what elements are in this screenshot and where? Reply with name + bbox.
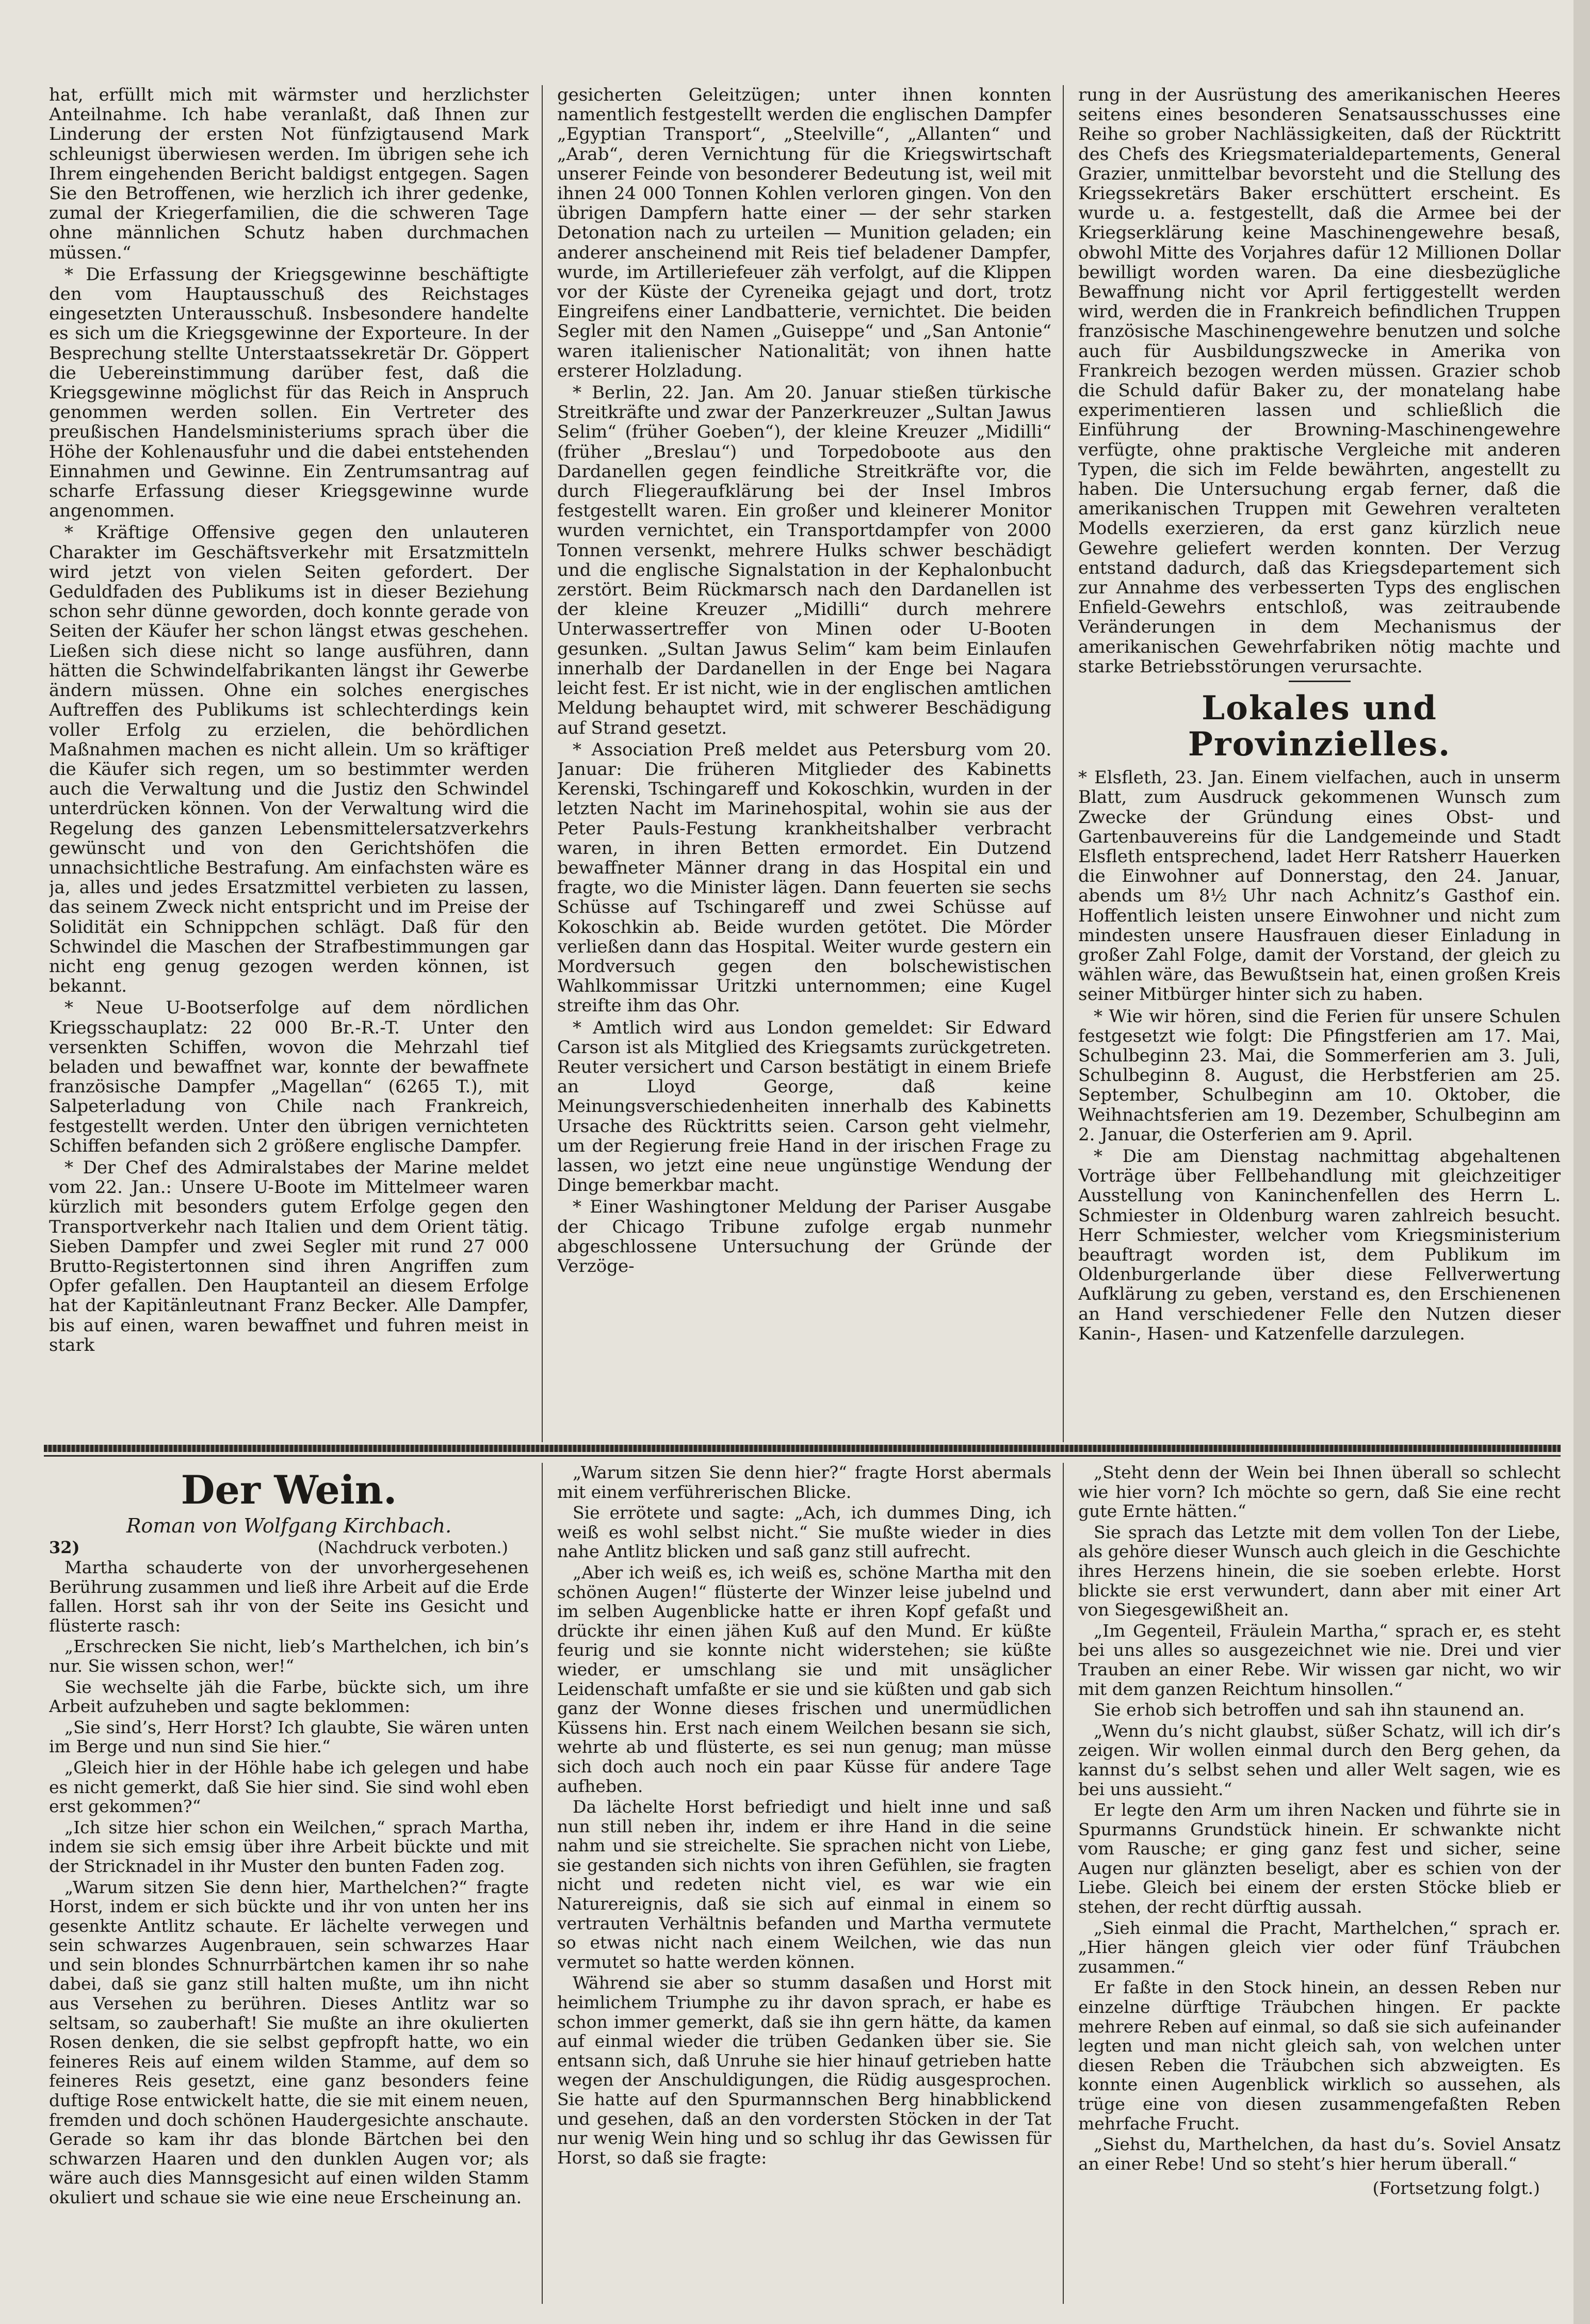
novel-paragraph: „Erschrecken Sie nicht, lieb’s Marthelchen, ich bin’s nur. Sie wissen schon, wer!“	[49, 1636, 529, 1676]
novel-paragraph: „Sieh einmal die Pracht, Marthelchen,“ sprach er. „Hier hängen gleich vier oder fünf Träubchen zusammen.“	[1078, 1917, 1561, 1977]
novel-paragraph: Sie errötete und sagte: „Ach, ich dummes Ding, ich weiß es wohl selbst nicht.“ Sie mußte wieder in dies nahe Antlitz blicken und saß ganz still aufrecht.	[557, 1503, 1051, 1562]
novel-paragraph: „Warum sitzen Sie denn hier, Marthelchen?“ fragte Horst, indem er sich bückte und ihr von unten her ins gesenkte Antlitz schaute. Er lächelte verwegen und sein schwarzes Augenbrauen, sein schwarzes Haar und sein blondes Schnurrbärtchen kamen ihr so nahe dabei, daß sie ganz still halten mußte, um ihn nicht aus Versehen zu berühren. Dieses Antlitz war so seltsam, so zauberhaft! Sie mußte an ihre okulierten Rosen denken, die sie selbst gepfropft hatte, wo ein feineres Reis auf einem wilden Stamme, auf dem so feineres Reis gesetzt, eine ganz besonders feine duftige Rose entwickelt hatte, die sie mit einem neuen, fremden und doch schönen Haudergesichte anschaute. Gerade so kam ihr das blonde Bärtchen bei den schwarzen Haaren und den dunklen Augen vor; als wäre auch dies Mannsgesicht auf einen wilden Stamm okuliert und schaue sie wie eine neue Erscheinung an.	[49, 1877, 529, 2207]
novel-paragraph: Er faßte in den Stock hinein, an dessen Reben nur einzelne dürftige Träubchen hingen. Er packte mehrere Reben auf einmal, so daß sie sich aufeinander legten und man nicht gleich sah, von welchen unter diesen Reben die Träubchen sich abzweigten. Es konnte einen Augenblick wirklich so aussehen, als trüge eine von diesen zusammengefaßten Reben mehrfache Frucht.	[1078, 1977, 1561, 2134]
novel-paragraph: „Ich sitze hier schon ein Weilchen,“ sprach Martha, indem sie sich emsig über ihre Arbeit bückte und mit der Stricknadel in ihr Muster den bunten Faden zog.	[49, 1817, 529, 1876]
novel-paragraph: Da lächelte Horst befriedigt und hielt inne und saß nun still neben ihr, indem er ihre Hand in die seine nahm und sie streichelte. Sie sprachen nicht von Liebe, sie gestanden sich nichts von ihren Gefühlen, sie fragten nicht und redeten nicht viel, es war wie ein Naturereignis, daß sie sich auf einmal in einem so vertrauten Verhältnis befanden und Martha vermutete so etwas nicht nach einem Weilchen, wie das nun vermutet so hatte werden können.	[557, 1797, 1051, 1972]
novel-column-2	[557, 1463, 1051, 2306]
novel-column-3	[1078, 1463, 1561, 2306]
novel-paragraph: „Wenn du’s nicht glaubst, süßer Schatz, will ich dir’s zeigen. Wir wollen einmal durch den Berg gehen, da kannst du’s selbst sehen und aller Welt sagen, wie es bei uns aussieht.“	[1078, 1720, 1561, 1799]
page-edge	[1573, 0, 1590, 2324]
news-section	[49, 85, 1561, 1434]
novel-paragraph: „Gleich hier in der Höhle habe ich gelegen und habe es nicht gemerkt, daß Sie hier sind. Sie sind wohl eben erst gekommen?“	[49, 1757, 529, 1817]
news-paragraph: * Der Chef des Admiralstabes der Marine meldet vom 22. Jan.: Unsere U-Boote im Mittelmeer waren kürzlich mit besonders gutem Erfolge gegen den Transportverkehr nach Italien und dem Orient tätig. Sieben Dampfer und zwei Segler mit rund 27 000 Brutto-Registertonnen sind ihren Angriffen zum Opfer gefallen. Den Hauptanteil an diesem Erfolge hat der Kapitänleutnant Franz Becker. Alle Dampfer, bis auf einen, waren bewaffnet und fuhren meist in stark	[49, 1157, 529, 1355]
novel-paragraph: „Sie sind’s, Herr Horst? Ich glaubte, Sie wären unten im Berge und nun sind Sie hier.“	[49, 1717, 529, 1757]
novel-paragraph: „Warum sitzen Sie denn hier?“ fragte Horst abermals mit einem verführerischen Blicke.	[557, 1463, 1051, 1502]
novel-title: Der Wein.	[181, 1467, 397, 1513]
local-news-paragraph: * Elsfleth, 23. Jan. Einem vielfachen, auch in unserm Blatt, zum Ausdruck gekommenen Wunsch zum Zwecke der Gründung eines Obst- und Gartenbauvereins für die Landgemeinde und Stadt Elsfleth entsprechend, ladet Herr Ratsherr Hauerken die Einwohner auf Donnerstag, den 24. Januar, abends um 8½ Uhr nach Achnitz’s Gasthof ein. Hoffentlich leisten unsere Einwohner und nicht zum mindesten unsere Hausfrauen dieser Einladung in großer Zahl Folge, damit der Vorstand, der gleich zu wählen wäre, das Bewußtsein hat, einen großen Kreis seiner Mitbürger hinter sich zu haben.	[1078, 767, 1561, 1005]
news-paragraph: hat, erfüllt mich mit wärmster und herzlichster Anteilnahme. Ich habe veranlaßt, daß Ihnen zur Linderung der ersten Not fünfzigtausend Mark schleunigst überwiesen werden. Im übrigen sehe ich Ihrem eingehenden Bericht baldigst entgegen. Sagen Sie den Betroffenen, wie herzlich ich ihrer gedenke, zumal der Kriegerfamilien, die die schweren Tage ohne männlichen Schutz haben durchmachen müssen.“	[49, 85, 529, 263]
news-paragraph: * Neue U-Bootserfolge auf dem nördlichen Kriegsschauplatz: 22 000 Br.-R.-T. Unter den versenkten Schiffen, wovon die Mehrzahl tief beladen und bewaffnet war, konnte der bewaffnete französische Dampfer „Magellan“ (6265 T.), mit Salpeterladung von Chile nach Frankreich, festgestellt werden. Unter den übrigen vernichteten Schiffen befanden sich 2 größere englische Dampfer.	[49, 997, 529, 1156]
novel-column-1-text	[49, 1558, 529, 2207]
news-column-3-top	[1078, 85, 1561, 676]
news-column-1	[49, 85, 529, 1434]
news-column-3	[1078, 85, 1561, 1434]
novel-column-3-text	[1078, 1463, 1561, 2173]
news-paragraph: * Einer Washingtoner Meldung der Pariser Ausgabe der Chicago Tribune zufolge ergab nunmehr abgeschlossene Untersuchung der Gründe der Verzöge-	[557, 1197, 1051, 1277]
news-paragraph: * Die Erfassung der Kriegsgewinne beschäftigte den vom Hauptausschuß des Reichstages eingesetzten Unterausschuß. Insbesondere handelte es sich um die Kriegsgewinne der Exporteure. In der Besprechung stellte Unterstaatssekretär Dr. Göppert die Uebereinstimmung darüber fest, daß die Kriegsgewinne möglichst für das Reich in Anspruch genommen werden sollen. Ein Vertreter des preußischen Handelsministeriums sprach über die Höhe der Kohlenausfuhr und die dabei entstehenden Einnahmen und Gewinne. Ein Zentrumsantrag auf scharfe Erfassung dieser Kriegsgewinne wurde angenommen.	[49, 264, 529, 522]
news-column-2	[557, 85, 1051, 1434]
novel-paragraph: „Im Gegenteil, Fräulein Martha,“ sprach er, es steht bei uns alles so ausgezeichnet wie nie. Drei und vier Trauben an einer Rebe. Wir wissen gar nicht, wo wir mit dem ganzen Reichtum hinsollen.“	[1078, 1620, 1561, 1699]
column-rule	[542, 1463, 543, 2304]
continuation-note: (Fortsetzung folgt.)	[1372, 2178, 1540, 2199]
reprint-note: (Nachdruck verboten.)	[317, 1538, 508, 1557]
installment-number: 32)	[49, 1538, 80, 1557]
news-paragraph: gesicherten Geleitzügen; unter ihnen konnten namentlich festgestellt werden die englischen Dampfer „Egyptian Transport“, „Steelville“, „Allanten“ und „Arab“, deren Vernichtung für die Kriegswirtschaft unserer Feinde von besonderer Bedeutung ist, weil mit ihnen 24 000 Tonnen Kohlen verloren gingen. Von den übrigen Dampfern hatte einer — der sehr starken Detonation nach zu urteilen — Munition geladen; ein anderer anscheinend mit Reis tief beladener Dampfer, wurde, im Artilleriefeuer zäh verfolgt, auf die Klippen vor der Küste der Cyreneika gejagt und dort, trotz Eingreifens einer Landbatterie, vernichtet. Die beiden Segler mit den Namen „Guiseppe“ und „San Antonie“ waren italienischer Nationalität; von ihnen hatte ersterer Holzladung.	[557, 85, 1051, 381]
novel-paragraph: „Aber ich weiß es, ich weiß es, schöne Martha mit den schönen Augen!“ flüsterte der Winzer leise jubelnd und im selben Augenblicke hatte er ihren Kopf gefaßt und drückte ihr einen jähen Kuß auf den Mund. Er küßte feurig und sie konnte nicht widerstehen; sie küßte wieder, er umschlang sie und mit unsäglicher Leidenschaft umfaßte er sie und sie küßten und gab sich ganz der Wonne dieses frischen und unermüdlichen Küssens hin. Erst nach einem Weilchen besann sie sich, wehrte ab und flüsterte, es sei nun genug; man müsse sich doch auch noch ein paar Küsse für andere Tage aufheben.	[557, 1562, 1051, 1796]
section-divider	[1289, 681, 1351, 682]
section-heading-local-news: Lokales und Provinzielles.	[1188, 689, 1451, 764]
novel-column-1	[49, 1463, 529, 2306]
news-paragraph: rung in der Ausrüstung des amerikanischen Heeres seitens eines besonderen Senatsausschusses eine Reihe so grober Nachlässigkeiten, daß der Rücktritt des Chefs des Kriegsmaterialdepartements, General Grazier, unmittelbar bevorsteht und die Stellung des Kriegssekretärs Baker erschüttert erscheint. Es wurde u. a. festgestellt, daß die Armee bei der Kriegserklärung keine Maschinengewehre besaß, obwohl Mitte des Vorjahres dafür 12 Millionen Dollar bewilligt worden waren. Da eine diesbezügliche Bewaffnung nicht vor April fertiggestellt werden wird, werden die in Frankreich befindlichen Truppen französische Maschinengewehre benutzen und solche auch für Ausbildungszwecke in Amerika von Frankreich bezogen werden müssen. Grazier schob die Schuld dafür Baker zu, der monatelang habe experimentieren lassen und schließlich die Einführung der Browning-Maschinengewehre verfügte, ohne praktische Vergleiche mit anderen Typen, die sich im Felde bewährten, angestellt zu haben. Die Untersuchung ergab ferner, daß die amerikanischen Truppen mit Gewehren veralteten Modells exerzieren, da erst ganz kürzlich neue Gewehre geliefert werden konnten. Der Verzug entstand dadurch, daß das Kriegsdepartement sich zur Annahme des verbesserten Typs des englischen Enfield-Gewehrs entschloß, was zeitraubende Veränderungen in dem Mechanismus der amerikanischen Gewehrfabriken nötig machte und starke Betriebsstörungen verursachte.	[1078, 85, 1561, 677]
novel-paragraph: Sie erhob sich betroffen und sah ihn staunend an.	[1094, 1700, 1525, 1720]
feuilleton-divider	[44, 1445, 1561, 1452]
news-paragraph: * Kräftige Offensive gegen den unlauteren Charakter im Geschäftsverkehr mit Ersatzmitteln wird jetzt von vielen Seiten gefordert. Der Geduldfaden des Publikums ist in dieser Beziehung schon sehr dünne geworden, doch konnte gerade von Seiten der Käufer her schon längst etwas geschehen. Ließen sich diese nicht so lange ausführen, dann hätten die Schwindelfabrikanten längst ihr Gewerbe ändern müssen. Ohne ein solches energisches Auftreffen des Publikums ist schlechterdings kein voller Erfolg zu erzielen, die behördlichen Maßnahmen machen es nicht allein. Um so kräftiger die Käufer sich regen, um so bestimmter werden auch die Verwaltung und die Justiz den Schwindel unterdrücken können. Von der Verwaltung wird die Regelung des ganzen Lebensmittelersatzverkehrs gewünscht und von den Gerichtshöfen die unnachsichtliche Bestrafung. Am einfachsten wäre es ja, alles und jedes Ersatzmittel verbieten zu lassen, das seinem Zweck nicht entspricht und im Preise der Solidität ein Schnippchen schlägt. Daß für den Schwindel die Maschen der Strafbestimmungen gar nicht eng genug gezogen werden können, ist bekannt.	[49, 522, 529, 997]
novel-paragraph: „Siehst du, Marthelchen, da hast du’s. Soviel Ansatz an einer Rebe! Und so steht’s hier herum überall.“	[1078, 2134, 1561, 2174]
novel-paragraph: Martha schauderte von der unvorhergesehenen Berührung zusammen und ließ ihre Arbeit auf die Erde fallen. Horst sah ihr von der Seite ins Gesicht und flüsterte rasch:	[49, 1557, 529, 1636]
column-rule	[542, 85, 543, 1442]
local-news-paragraph: * Die am Dienstag nachmittag abgehaltenen Vorträge über Fellbehandlung mit gleichzeitiger Ausstellung von Kaninchenfellen des Herrn L. Schmiester in Oldenburg waren zahlreich besucht. Herr Schmiester, welcher vom Kriegsministerium beauftragt worden ist, dem Publikum im Oldenburgerlande über diese Fellverwertung Aufklärung zu geben, verstand es, den Erschienenen an Hand verschiedener Felle den Nutzen dieser Kanin-, Hasen- und Katzenfelle darzulegen.	[1078, 1145, 1561, 1344]
novel-paragraph: Während sie aber so stumm dasaßen und Horst mit heimlichem Triumphe zu ihr davon sprach, er habe es schon immer gemerkt, daß sie ihn gern hätte, da kamen auf einmal wieder die trüben Gedanken über sie. Sie entsann sich, daß Unruhe sie hier hinauf getrieben hatte wegen der Anschuldigungen, die Rüdig ausgesprochen. Sie hatte auf den Spurmannschen Berg hinabblickend und gesehen, daß an den vordersten Stöcken in der Tat nur wenig Wein hing und so schlug ihr das Gewissen für Horst, so daß sie fragte:	[557, 1973, 1051, 2168]
feuilleton-divider-line	[44, 1455, 1561, 1457]
local-news-paragraph: * Wie wir hören, sind die Ferien für unsere Schulen festgesetzt wie folgt: Die Pfingstferien am 17. Mai, Schulbeginn 23. Mai, die Sommerferien am 3. Juli, Schulbeginn 8. August, die Herbstferien am 25. September, Schulbeginn am 10. Oktober, die Weihnachtsferien am 19. Dezember, Schulbeginn am 2. Januar, die Osterferien am 9. April.	[1078, 1006, 1561, 1145]
news-paragraph: * Association Preß meldet aus Petersburg vom 20. Januar: Die früheren Mitglieder des Kabinetts Kerenski, Tschingareff und Kokoschkin, wurden in der letzten Nacht im Marinehospital, wohin sie aus der Peter Pauls-Festung krankheitshalber verbracht waren, in ihren Betten ermordet. Ein Dutzend bewaffneter Männer drang in das Hospital ein und fragte, wo die Minister lägen. Dann feuerten sie sechs Schüsse auf Tschingareff und zwei Schüsse auf Kokoschkin ab. Beide wurden getötet. Die Mörder verließen dann das Hospital. Weiter wurde gestern ein Mordversuch gegen den bolschewistischen Wahlkommissar Uritzki unternommen; eine Kugel streifte ihm das Ohr.	[557, 739, 1051, 1016]
novel-paragraph: Sie wechselte jäh die Farbe, bückte sich, um ihre Arbeit aufzuheben und sagte beklommen:	[49, 1676, 529, 1717]
news-column-3-local	[1078, 768, 1561, 1344]
novel-paragraph: Sie sprach das Letzte mit dem vollen Ton der Liebe, als gehöre dieser Wunsch auch gleich in die Geschichte ihres Herzens hinein, die sie soeben erlebte. Horst blickte sie erst verwundert, dann aber mit einer Art von Siegesgewißheit an.	[1078, 1522, 1561, 1620]
column-rule	[1063, 85, 1064, 1442]
novel-author: Roman von Wolfgang Kirchbach.	[126, 1514, 452, 1537]
novel-paragraph: Er legte den Arm um ihren Nacken und führte sie in Spurmanns Grundstück hinein. Er schwankte nicht vom Rausche; er ging ganz fest und sicher, seine Augen nur glänzten beseligt, aber es schien von der Liebe. Gleich bei einem der ersten Stöcke blieb er stehen, der recht dürftig aussah.	[1078, 1800, 1561, 1917]
news-paragraph: * Amtlich wird aus London gemeldet: Sir Edward Carson ist als Mitglied des Kriegsamts zurückgetreten. Reuter versichert und Carson bestätigt in einem Briefe an Lloyd George, daß keine Meinungsverschiedenheiten innerhalb des Kabinetts Ursache des Rücktritts seien. Carson geht vielmehr, um der Regierung freie Hand in der irischen Frage zu lassen, wo jetzt eine neue ungünstige Wendung der Dinge bemerkbar macht.	[557, 1017, 1051, 1196]
column-rule	[1063, 1463, 1064, 2304]
news-paragraph: * Berlin, 22. Jan. Am 20. Januar stießen türkische Streitkräfte und zwar der Panzerkreuzer „Sultan Jawus Selim“ (früher Goeben“), der kleine Kreuzer „Midilli“ (früher „Breslau“) und Torpedoboote aus den Dardanellen gegen feindliche Streitkräfte vor, die durch Fliegeraufklärung bei der Insel Imbros festgestellt waren. Ein großer und kleinerer Monitor wurden vernichtet, ein Transportdampfer von 2000 Tonnen versenkt, mehrere Hulks schwer beschädigt und die englische Signalstation in der Kephalonbucht zerstört. Beim Rückmarsch nach den Dardanellen ist der kleine Kreuzer „Midilli“ durch mehrere Unterwassertreffer von Minen oder U-Booten gesunken. „Sultan Jawus Selim“ kam beim Einlaufen innerhalb der Dardanellen in der Enge bei Nagara leicht fest. Er ist nicht, wie in der englischen amtlichen Meldung behauptet wird, mit schwerer Beschädigung auf Strand gesetzt.	[557, 382, 1051, 738]
novel-paragraph: „Steht denn der Wein bei Ihnen überall so schlecht wie hier vorn? Ich möchte so gern, daß Sie eine recht gute Ernte hätten.“	[1078, 1463, 1561, 1522]
feuilleton-section	[49, 1463, 1561, 2306]
